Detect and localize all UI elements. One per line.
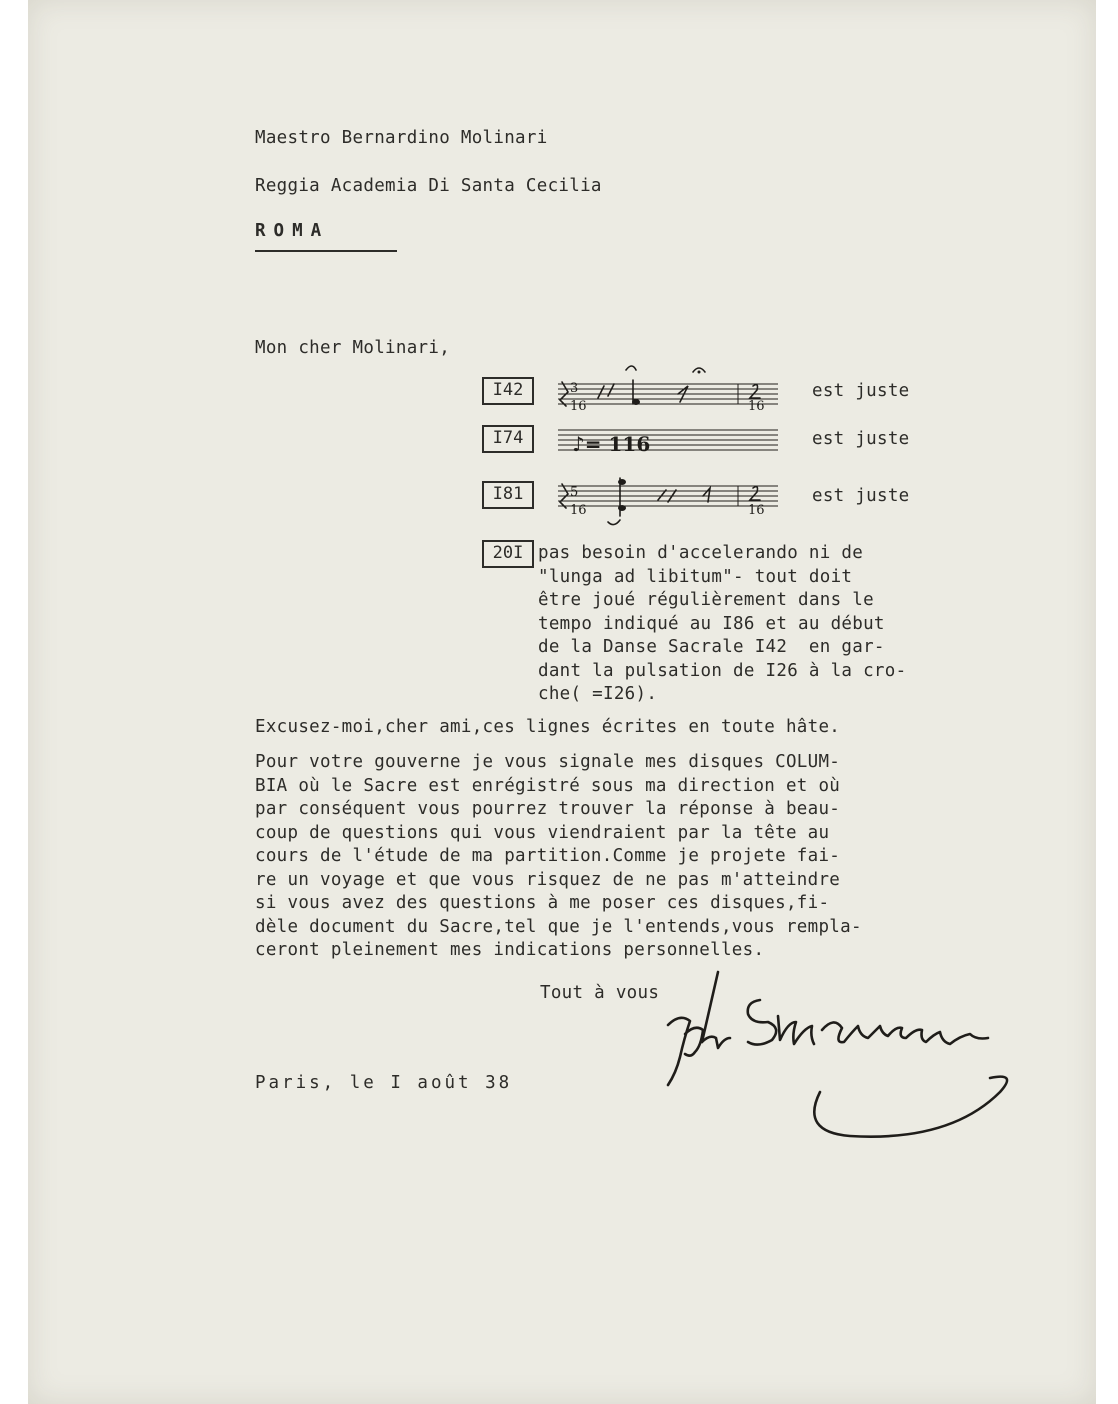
svg-text:5: 5 — [570, 485, 579, 500]
apology-line: Excusez-moi,cher ami,ces lignes écrites en toute hâte. — [255, 717, 841, 737]
body-line-1: Pour votre gouverne je vous signale mes disques COLUM- — [255, 752, 841, 772]
salutation: Mon cher Molinari, — [255, 338, 451, 358]
rehearsal-box-174: I74 — [482, 425, 534, 453]
rehearsal-box-142: I42 — [482, 377, 534, 405]
city-underline — [255, 250, 397, 252]
svg-text:3: 3 — [570, 381, 579, 396]
recipient-city: ROMA — [255, 221, 330, 241]
note-201-line-2: "lunga ad libitum"- tout doit — [538, 566, 853, 587]
body-line-4: coup de questions qui vous viendraient par la tête au — [255, 822, 830, 843]
note-201-line-7: che( =I26). — [538, 684, 658, 704]
rehearsal-box-181: I81 — [482, 481, 534, 509]
svg-text:16: 16 — [748, 399, 765, 414]
note-201-line-4: tempo indiqué au I86 et au début — [538, 613, 885, 634]
body-line-8: dèle document du Sacre,tel que je l'entends,vous rempla- — [255, 916, 862, 937]
note-201-line-3: être joué régulièrement dans le — [538, 590, 874, 610]
annotation-181: est juste — [812, 486, 910, 506]
place-date: Paris, le I août 38 — [255, 1073, 513, 1093]
closing: Tout à vous — [540, 983, 660, 1003]
svg-text:16: 16 — [748, 503, 765, 518]
rehearsal-box-201: 20I — [482, 540, 534, 568]
body-line-6: re un voyage et que vous risquez de ne pas m'atteindre — [255, 869, 841, 890]
body-line-2: BIA où le Sacre est enrégistré sous ma direction et où — [255, 775, 841, 796]
annotation-142: est juste — [812, 381, 910, 401]
note-201-line-6: dant la pulsation de I26 à la cro- — [538, 660, 907, 681]
music-staff-142 — [548, 358, 788, 418]
recipient-name: Maestro Bernardino Molinari — [255, 128, 548, 148]
annotation-174: est juste — [812, 429, 910, 449]
recipient-institution: Reggia Academia Di Santa Cecilia — [255, 176, 602, 196]
tempo-marking: ♪= 116 — [572, 432, 651, 456]
svg-text:16: 16 — [570, 503, 587, 518]
note-201-line-1: pas besoin d'accelerando ni de — [538, 543, 864, 563]
note-201-line-5: de la Danse Sacrale I42 en gar- — [538, 637, 885, 657]
music-staff-181 — [548, 466, 788, 530]
body-line-9: ceront pleinement mes indications personnelles. — [255, 940, 765, 960]
svg-text:16: 16 — [570, 399, 587, 414]
signature — [640, 960, 1060, 1160]
body-line-7: si vous avez des questions à me poser ces disques,fi- — [255, 893, 830, 913]
body-line-5: cours de l'étude de ma partition.Comme je projete fai- — [255, 846, 841, 866]
body-line-3: par conséquent vous pourrez trouver la réponse à beau- — [255, 799, 841, 819]
